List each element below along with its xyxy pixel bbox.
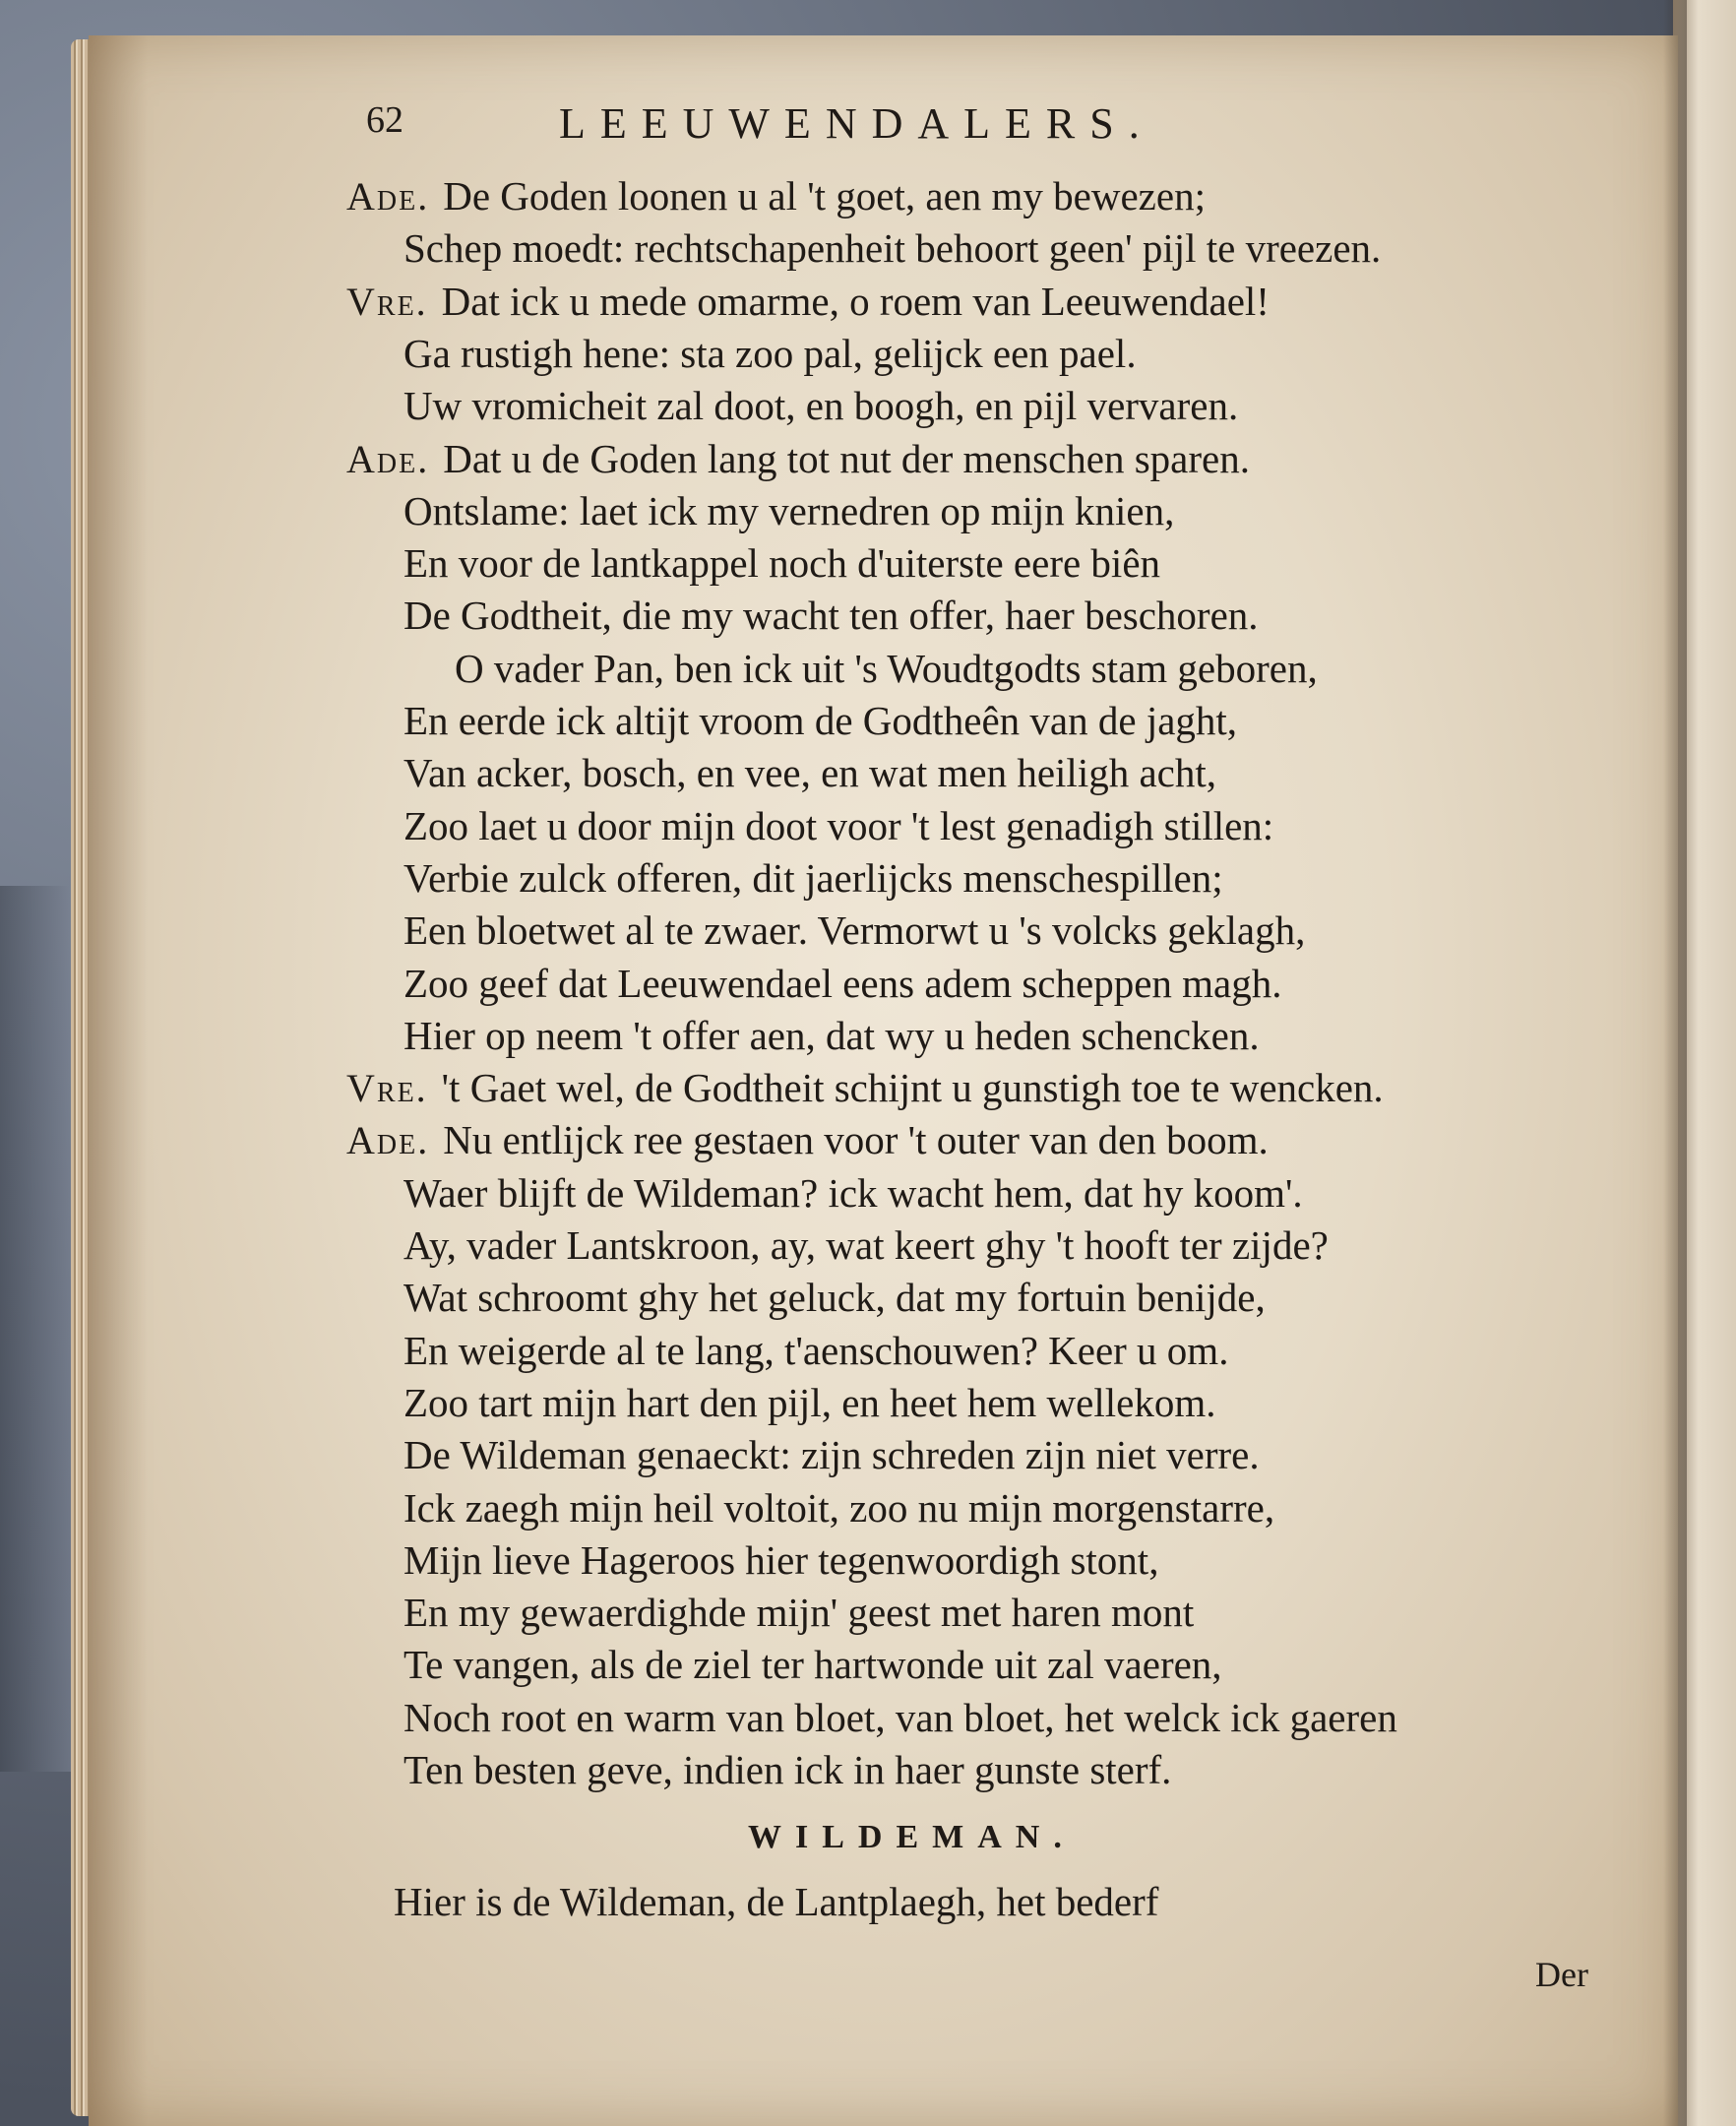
verse-text: Nu entlijck ree gestaen voor 't outer van den boom. bbox=[443, 1117, 1269, 1162]
catchword: Der bbox=[1535, 1955, 1588, 1994]
verse-line bbox=[403, 1271, 1266, 1324]
speaker-name: Vre. bbox=[346, 1066, 428, 1110]
verse-line bbox=[403, 957, 1282, 1010]
verse-text: De Wildeman genaeckt: zijn schreden zijn niet verre. bbox=[403, 1432, 1260, 1477]
verse-text: 't Gaet wel, de Godtheit schijnt u gunstigh toe te wencken. bbox=[441, 1065, 1384, 1110]
verse-text: Zoo tart mijn hart den pijl, en heet hem wellekom. bbox=[403, 1380, 1216, 1425]
verse-line bbox=[403, 1743, 1171, 1796]
page-number: 62 bbox=[366, 99, 403, 141]
running-title: LEEUWENDALERS. bbox=[559, 99, 1154, 148]
verse-text: Van acker, bosch, en vee, en wat men heiligh acht, bbox=[403, 750, 1217, 795]
verse-line bbox=[403, 484, 1174, 537]
verse-line bbox=[403, 379, 1238, 432]
verse-text: Ay, vader Lantskroon, ay, wat keert ghy 't hooft ter zijde? bbox=[403, 1222, 1329, 1268]
verse-line bbox=[403, 221, 1381, 275]
verse-line bbox=[403, 904, 1305, 957]
verse-line bbox=[403, 694, 1237, 747]
verse-text: O vader Pan, ben ick uit 's Woudtgodts stam geboren, bbox=[455, 646, 1318, 691]
verse-line bbox=[346, 1061, 1384, 1114]
verse-line bbox=[403, 1481, 1274, 1534]
verse-line bbox=[403, 799, 1273, 852]
verse-line bbox=[403, 1638, 1222, 1691]
verse-text: Uw vromicheit zal doot, en boogh, en pijl vervaren. bbox=[403, 383, 1239, 428]
verse-text: Dat ick u mede omarme, o roem van Leeuwendael! bbox=[441, 279, 1270, 324]
verse-text: Zoo laet u door mijn doot voor 't lest genadigh stillen: bbox=[403, 803, 1274, 848]
verse-line bbox=[403, 851, 1223, 905]
verse-line bbox=[403, 1691, 1397, 1744]
verse-text: Ten besten geve, indien ick in haer gunste sterf. bbox=[403, 1747, 1172, 1792]
verse-line bbox=[403, 1376, 1215, 1429]
verse-text: Ick zaegh mijn heil voltoit, zoo nu mijn morgenstarre, bbox=[403, 1485, 1275, 1531]
verse-line bbox=[403, 746, 1216, 799]
verse-text: En eerde ick altijt vroom de Godtheên van de jaght, bbox=[403, 698, 1238, 743]
verse-text: Noch root en warm van bloet, van bloet, het welck ick gaeren bbox=[403, 1695, 1397, 1740]
verse-line bbox=[403, 1533, 1158, 1587]
verse-text: Schep moedt: rechtschapenheit behoort geen' pijl te vreezen. bbox=[403, 225, 1382, 271]
verse-text: Zoo geef dat Leeuwendael eens adem scheppen magh. bbox=[403, 961, 1282, 1006]
verse-text: De Godtheit, die my wacht ten offer, haer beschoren. bbox=[403, 593, 1259, 638]
verse-text: Waer blijft de Wildeman? ick wacht hem, dat hy koom'. bbox=[403, 1170, 1303, 1216]
verse-line bbox=[403, 1219, 1329, 1272]
verse-line bbox=[346, 432, 1250, 485]
verse-text: Ontslame: laet ick my vernedren op mijn knien, bbox=[403, 488, 1175, 533]
verse-line bbox=[346, 275, 1270, 328]
verse-text: Verbie zulck offeren, dit jaerlijcks menschespillen; bbox=[403, 855, 1223, 901]
gutter-shadow bbox=[1663, 0, 1687, 2126]
verse-text: Een bloetwet al te zwaer. Vermorwt u 's volcks geklagh, bbox=[403, 907, 1306, 953]
verse-text: Te vangen, als de ziel ter hartwonde uit zal vaeren, bbox=[403, 1642, 1222, 1687]
speaker-name: Vre. bbox=[346, 280, 428, 324]
speaker-name: Ade. bbox=[346, 1118, 430, 1162]
verse-line bbox=[403, 589, 1259, 642]
page-fold-shadow bbox=[89, 35, 148, 2126]
verse-line bbox=[346, 1113, 1269, 1166]
verse-line bbox=[403, 1166, 1303, 1219]
verse-text: En voor de lantkappel noch d'uiterste eere biên bbox=[403, 540, 1161, 586]
verse-line bbox=[346, 169, 1206, 222]
verse-line bbox=[403, 1586, 1194, 1639]
section-heading: WILDEMAN. bbox=[748, 1819, 1076, 1855]
verse-text: Mijn lieve Hageroos hier tegenwoordigh stont, bbox=[403, 1537, 1159, 1583]
verse-line bbox=[403, 536, 1160, 590]
verse-text: En my gewaerdighde mijn' geest met haren mont bbox=[403, 1590, 1195, 1635]
verse-line bbox=[403, 1428, 1260, 1481]
verse-text: De Goden loonen u al 't goet, aen my bewezen; bbox=[443, 173, 1206, 219]
verse-text: En weigerde al te lang, t'aenschouwen? Keer u om. bbox=[403, 1328, 1229, 1373]
verse-line bbox=[403, 1324, 1228, 1377]
verse-line bbox=[403, 327, 1137, 380]
verse-text: Ga rustigh hene: sta zoo pal, gelijck een pael. bbox=[403, 331, 1137, 376]
verse-text: Wat schroomt ghy het geluck, dat my fortuin benijde, bbox=[403, 1275, 1266, 1320]
after-heading-line: Hier is de Wildeman, de Lantplaegh, het bederf bbox=[394, 1879, 1159, 1924]
verse-text: Dat u de Goden lang tot nut der menschen sparen. bbox=[443, 436, 1250, 481]
verse-line bbox=[403, 1009, 1260, 1062]
verse-text: Hier op neem 't offer aen, dat wy u heden schencken. bbox=[403, 1013, 1260, 1058]
speaker-name: Ade. bbox=[346, 174, 430, 219]
speaker-name: Ade. bbox=[346, 437, 430, 481]
verse-line bbox=[455, 642, 1318, 695]
